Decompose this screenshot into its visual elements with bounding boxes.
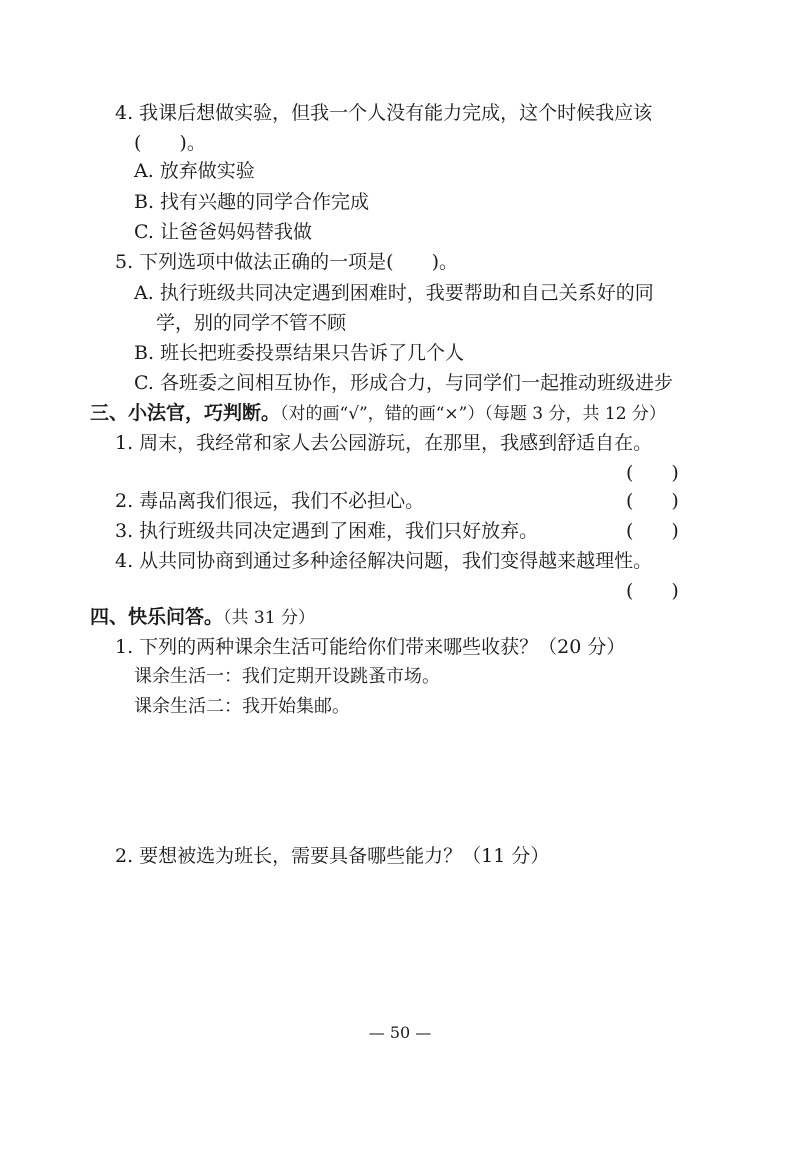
q4-blank: ( )。: [134, 132, 206, 154]
q4-option-c: C. 让爸爸妈妈替我做: [134, 221, 312, 243]
judge-answer-blank-3: ( ): [626, 520, 679, 542]
q5-stem: 5. 下列选项中做法正确的一项是( )。: [115, 251, 458, 273]
answer-q2: 2. 要想被选为班长，需要具备哪些能力？（11 分）: [115, 845, 550, 867]
judge-answer-blank-4: ( ): [626, 580, 679, 602]
judge-item-4: 4. 从共同协商到通过多种途径解决问题，我们变得越来越理性。: [115, 550, 653, 572]
judge-answer-blank-2: ( ): [626, 490, 679, 512]
q5-option-b: B. 班长把班委投票结果只告诉了几个人: [134, 342, 465, 364]
section4-heading-row: [90, 604, 315, 631]
q5-option-a-line1: A. 执行班级共同决定遇到困难时，我要帮助和自己关系好的同: [134, 282, 654, 304]
answer-q1-item-2: 课余生活二：我开始集邮。: [134, 696, 350, 717]
section3-note: （对的画“√”，错的画“×”）（每题 3 分，共 12 分）: [280, 404, 666, 424]
q4-option-b: B. 找有兴趣的同学合作完成: [134, 191, 370, 213]
answer-q1-item-1: 课余生活一：我们定期开设跳蚤市场。: [134, 666, 440, 687]
page-number: — 50 —: [368, 1023, 432, 1042]
judge-item-3: 3. 执行班级共同决定遇到了困难，我们只好放弃。: [115, 520, 539, 542]
section4-note: （共 31 分）: [223, 608, 315, 628]
judge-item-2: 2. 毒品离我们很远，我们不必担心。: [115, 490, 425, 512]
section4-heading: 四、快乐问答。: [90, 606, 224, 628]
section3-heading: 三、小法官，巧判断。: [90, 402, 281, 424]
answer-q1: 1. 下列的两种课余生活可能给你们带来哪些收获？（20 分）: [115, 636, 626, 658]
judge-answer-blank-1: ( ): [626, 462, 679, 484]
q4-stem: 4. 我课后想做实验，但我一个人没有能力完成，这个时候我应该: [115, 102, 653, 124]
judge-item-1: 1. 周末，我经常和家人去公园游玩，在那里，我感到舒适自在。: [115, 432, 653, 454]
q5-option-c: C. 各班委之间相互协作，形成合力，与同学们一起推动班级进步: [134, 372, 673, 394]
q4-option-a: A. 放弃做实验: [134, 160, 255, 182]
section3-heading-row: [90, 400, 666, 427]
q5-option-a-line2: 学，别的同学不管不顾: [156, 312, 347, 334]
